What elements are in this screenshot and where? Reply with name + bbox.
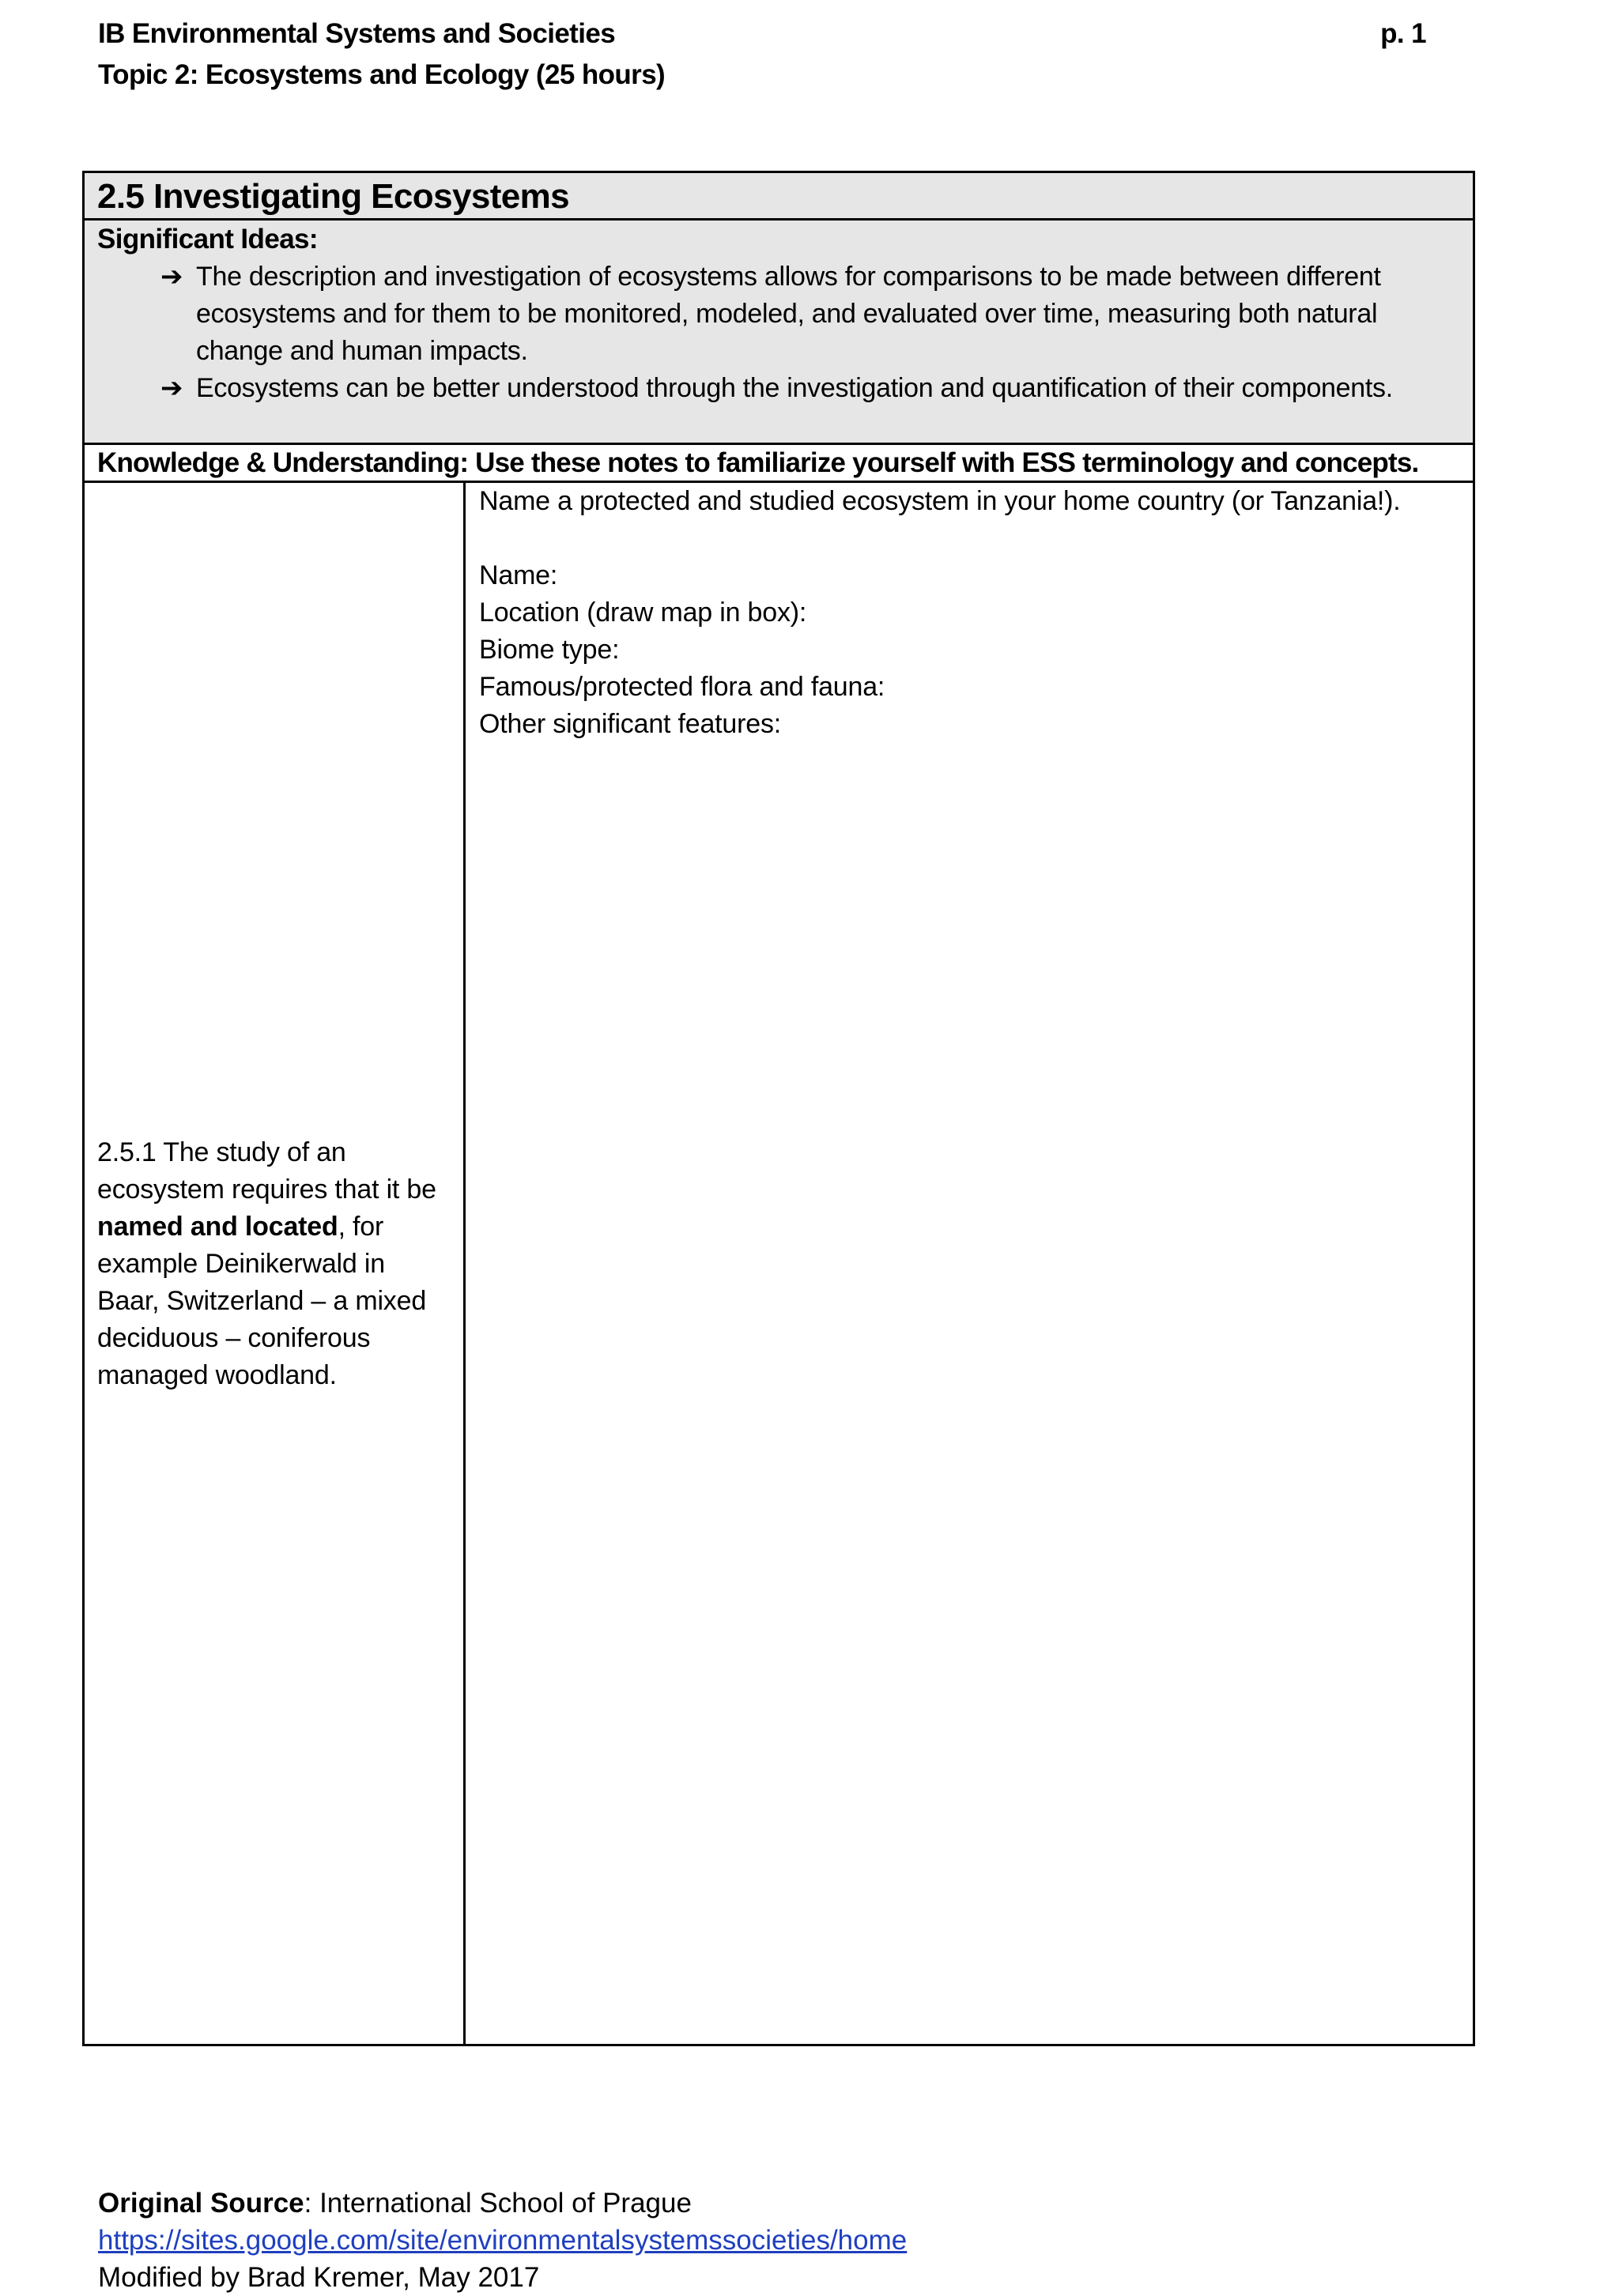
- source-text: : International School of Prague: [304, 2188, 692, 2219]
- notes-prompt: Name a protected and studied ecosystem in your home country (or Tanzania!).: [479, 486, 1401, 516]
- field-flora-fauna: Famous/protected flora and fauna:: [479, 672, 885, 702]
- page-number: p. 1: [1380, 18, 1426, 49]
- spacer: [479, 520, 1473, 557]
- field-location: Location (draw map in box):: [479, 598, 807, 628]
- worksheet-table: [82, 171, 1475, 2046]
- page-header: [98, 14, 1426, 96]
- source-link[interactable]: https://sites.google.com/site/environmentalsystemssocieties/home: [98, 2225, 908, 2256]
- objective-key-term: named and located: [97, 1212, 338, 1242]
- page-footer: [98, 2185, 907, 2296]
- learning-objective-cell: [85, 483, 466, 2044]
- modified-by: Modified by Brad Kremer, May 2017: [98, 2262, 540, 2293]
- significant-ideas-label: Significant Ideas:: [97, 224, 318, 254]
- course-title: IB Environmental Systems and Societies: [98, 18, 616, 49]
- knowledge-understanding-header: Knowledge & Understanding: Use these notes to familiarize yourself with ESS terminology and concepts.: [85, 445, 1473, 483]
- field-name: Name:: [479, 560, 558, 590]
- notes-cell[interactable]: [466, 483, 1473, 2044]
- idea-item: [97, 370, 1473, 407]
- content-row: [85, 483, 1473, 2044]
- section-title: 2.5 Investigating Ecosystems: [85, 173, 1473, 221]
- arrow-right-icon: ➔: [160, 373, 183, 403]
- idea-text: The description and investigation of ecosystems allows for comparisons to be made between different ecosystems and for them to be monitored, modeled, and evaluated over time, measuring both natural change and human impacts.: [196, 262, 1381, 366]
- learning-objective-text: [97, 1134, 453, 1394]
- source-label: Original Source: [98, 2188, 304, 2219]
- field-biome: Biome type:: [479, 635, 620, 665]
- idea-text: Ecosystems can be better understood through the investigation and quantification of their components.: [196, 373, 1393, 403]
- arrow-right-icon: ➔: [160, 262, 183, 292]
- objective-text-part: 2.5.1 The study of an ecosystem requires that it be: [97, 1137, 436, 1205]
- objective-text-part: , for example Deinikerwald in Baar, Switzerland – a mixed deciduous – coniferous managed woodland.: [97, 1212, 427, 1390]
- field-other-features: Other significant features:: [479, 709, 782, 739]
- idea-item: [97, 258, 1473, 370]
- significant-ideas: [85, 221, 1473, 445]
- topic-title: Topic 2: Ecosystems and Ecology (25 hours): [98, 59, 666, 90]
- source-line: [98, 2185, 907, 2222]
